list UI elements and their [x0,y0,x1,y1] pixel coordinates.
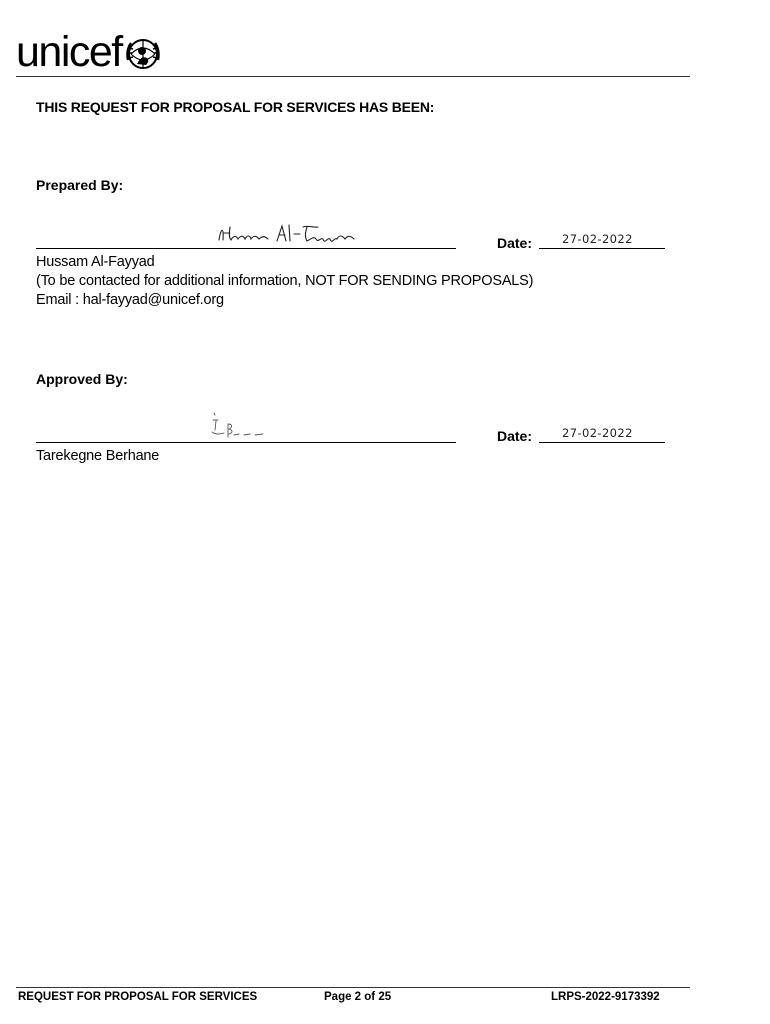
footer-reference-number: LRPS-2022-9173392 [551,991,660,1003]
approver-name: Tarekegne Berhane [36,448,160,464]
prepared-date-label: Date: [497,235,533,251]
approved-date-line [539,442,665,443]
document-heading: THIS REQUEST FOR PROPOSAL FOR SERVICES HAS BEEN: [36,99,435,115]
footer-rule [16,987,690,988]
preparer-signature [215,221,365,247]
unicef-logo [16,30,161,74]
footer-page-number: Page 2 of 25 [324,991,392,1003]
prepared-by-label: Prepared By: [36,177,124,193]
prepared-date-value: 27-02-2022 [562,232,633,246]
approved-date-value: 27-02-2022 [562,426,633,440]
approver-signature-line [36,442,456,443]
footer-document-title: REQUEST FOR PROPOSAL FOR SERVICES [18,991,258,1003]
logo-wordmark: unicef [16,28,122,76]
preparer-contact-note: (To be contacted for additional information, NOT FOR SENDING PROPOSALS) [36,273,534,289]
approver-signature [208,410,268,440]
prepared-date-line [539,248,665,249]
unicef-emblem-icon [125,36,161,72]
preparer-name: Hussam Al-Fayyad [36,254,155,270]
preparer-email: Email : hal-fayyad@unicef.org [36,292,224,308]
header-rule [16,76,690,77]
approved-date-label: Date: [497,428,533,444]
approved-by-label: Approved By: [36,371,128,387]
preparer-signature-line [36,248,456,249]
